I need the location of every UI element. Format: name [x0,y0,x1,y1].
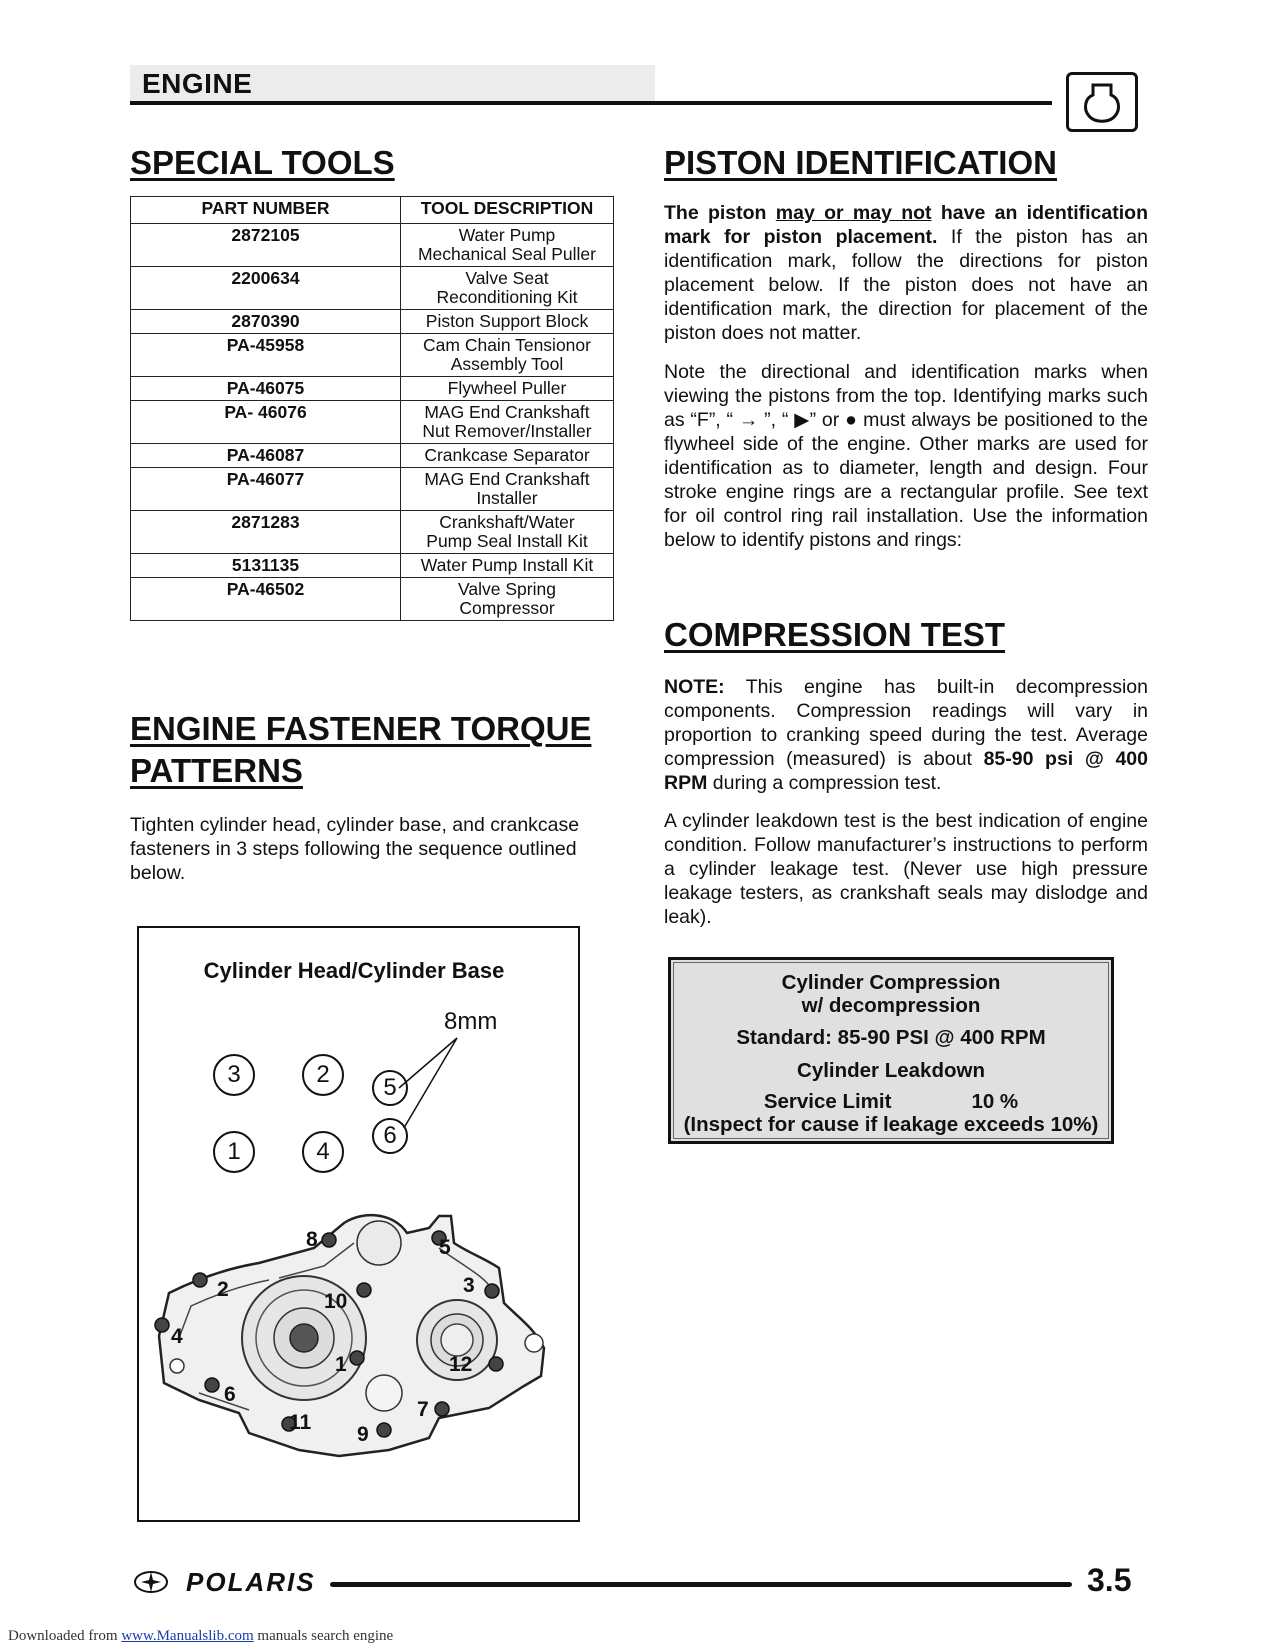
table-row [131,377,614,401]
spec-line-2: w/ decompression [801,994,981,1017]
crankcase-bolt-8: 8 [306,1228,318,1251]
spec-line-5 [671,1090,1111,1114]
description-line-1: Flywheel Puller [447,378,567,398]
compression-note [664,675,1148,795]
compression-test-heading: COMPRESSION TEST [664,616,1006,653]
download-suffix: manuals search engine [253,1628,394,1644]
tool-description-cell [401,578,614,621]
part-number-cell: PA-46087 [131,444,401,468]
torque-pattern-figure [137,926,580,1522]
description-line-1: Water Pump [458,225,556,245]
part-number-cell: PA-46502 [131,578,401,621]
piston-p1-bold-b: have an identification mark for piston placement. [664,202,1148,248]
description-line-2: Pump Seal Install Kit [426,531,588,551]
head-bolt-1: 1 [213,1131,255,1173]
head-bolt-2: 2 [302,1054,344,1096]
spec-service-limit-label: Service Limit [763,1090,892,1113]
part-number-cell: PA-45958 [131,334,401,377]
description-line-2: Reconditioning Kit [436,287,578,307]
part-number-cell: PA- 46076 [131,401,401,444]
description-line-2: Compressor [459,598,555,618]
polaris-star-logo-icon [133,1569,169,1595]
part-number-cell: 5131135 [131,554,401,578]
tool-description-cell [401,401,614,444]
tool-description-cell [401,444,614,468]
tool-description-cell [401,468,614,511]
description-line-1: Valve Seat [465,268,549,288]
description-line-2: Nut Remover/Installer [422,421,592,441]
part-number-cell: 2871283 [131,511,401,554]
download-notice [8,1628,393,1645]
torque-instructions: Tighten cylinder head, cylinder base, and crankcase fasteners in 3 steps following the sequence outlined below. [130,814,580,884]
table-row [131,444,614,468]
description-line-2: Assembly Tool [450,354,564,374]
note-label: NOTE: [664,676,725,698]
part-number-cell: 2870390 [131,310,401,334]
table-row [131,334,614,377]
torque-heading-line2: PATTERNS [130,752,303,789]
manualslib-link[interactable]: www.Manualslib.com [121,1628,254,1644]
piston-p1-rest: If the piston has an identification mark, follow the directions for piston placement below. If the piston does not have an identification mark, the direction for placement of the piston does not matter. [664,226,1148,344]
table-row [131,401,614,444]
torque-heading-line1: ENGINE FASTENER TORQUE [130,710,592,747]
part-number-cell: 2872105 [131,224,401,267]
note-text-b: during a compression test. [707,772,942,794]
description-line-2: Installer [476,488,538,508]
bolt-size-leader-lines [139,928,579,1128]
piston-paragraph-2: Note the directional and identification marks when viewing the pistons from the top. Identifying marks such as “F”, “ → ”, “ ▶” or ● must always be positioned to the flywheel side of the engine. Other marks are used for identification as to diameter, length and design. Four stroke engine rings are a rectangular profile. See text for oil control ring rail installation. Use the information below to identify pistons and rings: [664,361,1148,551]
crankcase-bolt-11: 11 [289,1411,312,1434]
head-bolt-4: 4 [302,1131,344,1173]
piston-paragraph-1 [664,201,1148,345]
tool-description-cell [401,554,614,578]
section-title: ENGINE [142,68,253,99]
footer-rule [330,1582,1072,1587]
head-bolt-6: 6 [372,1118,408,1154]
description-line-1: Crankcase Separator [424,445,590,465]
column-header-tool-description: TOOL DESCRIPTION [401,197,614,224]
crankcase-bolt-1: 1 [335,1353,347,1376]
special-tools-heading: SPECIAL TOOLS [130,144,395,181]
description-line-1: MAG End Crankshaft [424,402,590,422]
tool-description-cell [401,334,614,377]
bolt-size-label: 8mm [444,1008,498,1035]
spec-line-6: (Inspect for cause if leakage exceeds 10%) [683,1113,1099,1136]
table-header-row [131,197,614,224]
table-row [131,224,614,267]
spec-line-4: Cylinder Leakdown [797,1059,985,1082]
leakdown-paragraph: A cylinder leakdown test is the best indication of engine condition. Follow manufacturer’s instructions to perform a cylinder leakage test. (Never use high pressure leakage testers, as crankshaft seals may dislodge and leak). [664,810,1148,928]
special-tools-table-wrap [130,196,614,621]
tool-description-cell [401,377,614,401]
crankcase-bolt-3: 3 [463,1274,475,1297]
head-bolt-3: 3 [213,1054,255,1096]
description-line-1: Crankshaft/Water [439,512,575,532]
piston-p1-underline: may or may not [775,202,932,224]
special-tools-table [130,196,614,621]
engine-section-icon [1066,72,1138,132]
table-row [131,310,614,334]
description-line-1: MAG End Crankshaft [424,469,590,489]
table-row [131,468,614,511]
crankcase-bolt-7: 7 [417,1398,429,1421]
special-tools-rows [131,224,614,621]
crankcase-bolt-9: 9 [357,1423,369,1446]
spec-line-1: Cylinder Compression [781,971,1001,994]
head-bolt-5: 5 [372,1070,408,1106]
crankcase-bolt-6: 6 [224,1383,236,1406]
crankcase-bolt-4: 4 [171,1325,183,1348]
table-row [131,267,614,310]
part-number-cell: 2200634 [131,267,401,310]
crankcase-illustration [139,1188,579,1518]
tool-description-cell [401,224,614,267]
crankcase-bolt-2: 2 [217,1278,229,1301]
column-header-part-number: PART NUMBER [131,197,401,224]
note-text-a: This engine has built-in decompression components. Compression readings will vary in proportion to cranking speed during the test. Average compression (measured) is about [664,676,1148,770]
tool-description-cell [401,267,614,310]
part-number-cell: PA-46077 [131,468,401,511]
compression-spec-box [668,957,1114,1144]
table-row [131,554,614,578]
part-number-cell: PA-46075 [131,377,401,401]
header-rule [130,101,1052,105]
note-bold-spec: 85-90 psi @ 400 RPM [664,748,1148,794]
tool-description-cell [401,511,614,554]
tool-description-cell [401,310,614,334]
torque-heading [130,708,591,792]
description-line-1: Valve Spring [458,579,556,599]
spec-line-3: Standard: 85-90 PSI @ 400 RPM [736,1026,1046,1049]
figure-title: Cylinder Head/Cylinder Base [203,958,505,983]
piston-p1-bold-a: The piston [664,202,776,224]
description-line-1: Cam Chain Tensionor [423,335,591,355]
description-line-1: Piston Support Block [425,311,589,331]
description-line-2: Mechanical Seal Puller [417,244,596,264]
crankcase-bolt-10: 10 [324,1290,348,1313]
piston-identification-heading: PISTON IDENTIFICATION [664,144,1057,181]
crankcase-bolt-12: 12 [449,1353,473,1376]
spec-service-limit-value: 10 % [971,1090,1019,1113]
table-row [131,578,614,621]
page-number: 3.5 [1087,1562,1132,1598]
crankcase-bolt-5: 5 [439,1236,451,1259]
download-prefix: Downloaded from [8,1628,122,1644]
description-line-1: Water Pump Install Kit [420,555,594,575]
table-row [131,511,614,554]
polaris-brand: POLARIS [186,1567,316,1597]
